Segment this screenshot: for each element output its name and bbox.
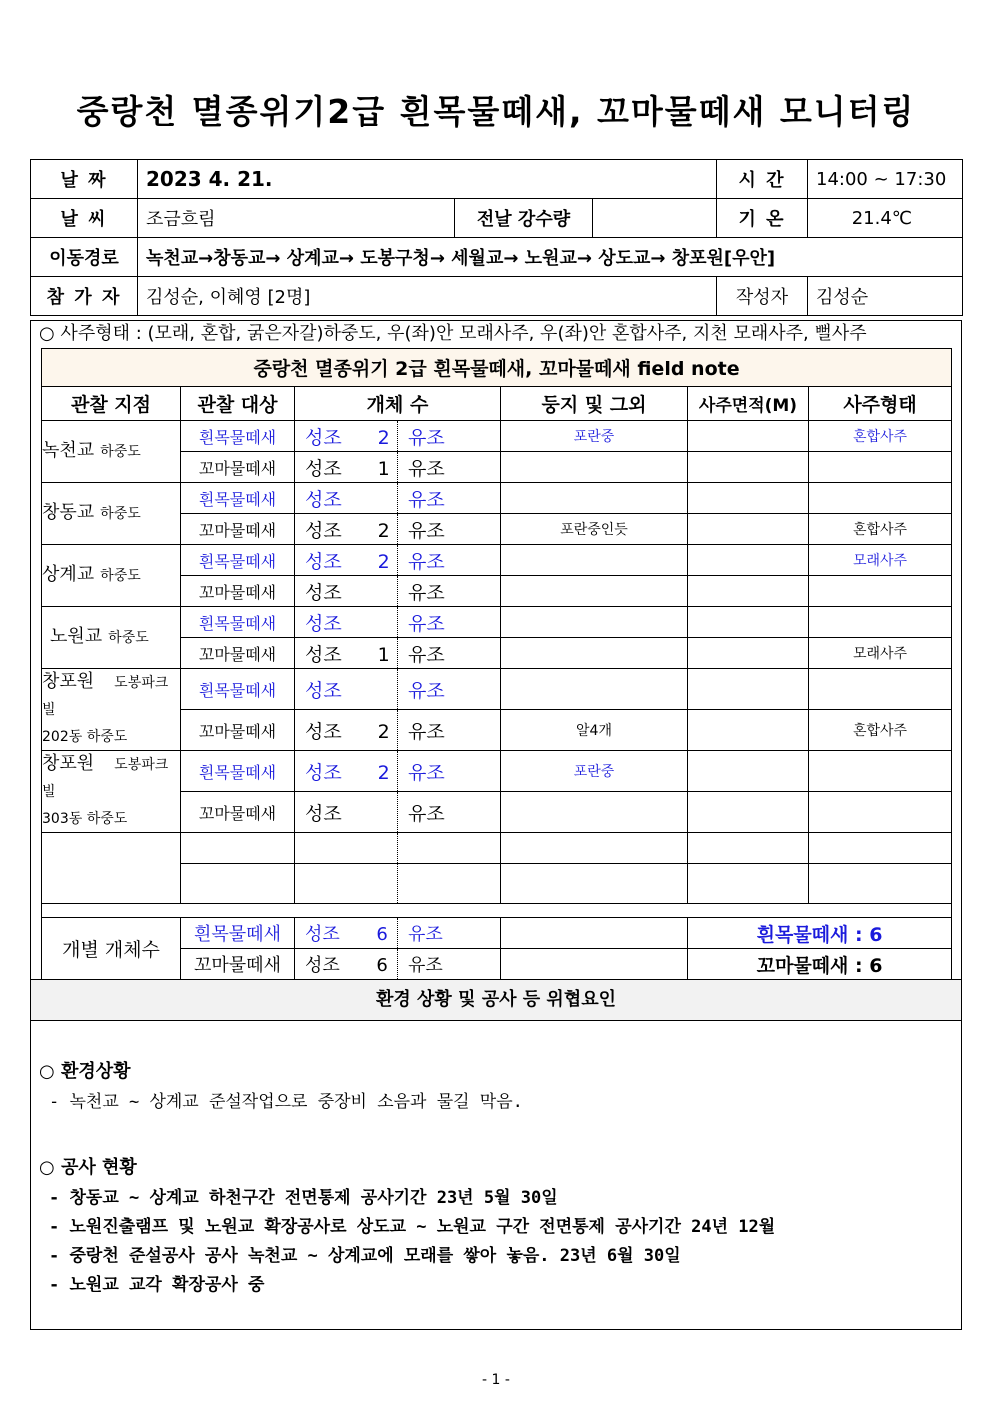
date-label: 날 짜 (31, 160, 138, 199)
species-cell: 흰목물떼새 (181, 669, 295, 710)
env-section-title: ○ 환경상황 (39, 1061, 131, 1082)
nest-note-cell (501, 576, 688, 607)
juvenile-cell: 유조 (398, 638, 501, 669)
species-cell: 꼬마물떼새 (181, 638, 295, 669)
adult-label: 성조 (305, 426, 342, 449)
area-cell (688, 514, 809, 545)
juvenile-cell: 유조 (398, 545, 501, 576)
sand-type-legend: ○ 사주형태 : (모래, 혼합, 굵은자갈)하중도, 우(좌)안 모래사주, 우(좌)안 혼합사주, 지천 모래사주, 뻘사주 (39, 323, 867, 344)
site-label: 녹천교 (42, 440, 95, 461)
col-nest: 둥지 및 그외 (501, 387, 688, 421)
field-note-section (30, 320, 962, 1330)
adult-label: 성조 (305, 761, 342, 784)
sand-type-cell: 혼합사주 (809, 710, 952, 751)
adult-count: 2 (377, 426, 390, 449)
rain-value (593, 199, 717, 238)
site-label: 창포원 (42, 671, 95, 692)
summary-little-plover: 꼬마물떼새 : 6 (688, 949, 952, 980)
site-label: 상계교 (42, 564, 95, 585)
adult-label: 성조 (305, 955, 340, 976)
total-species-2: 꼬마물떼새 (181, 949, 295, 980)
site-name (42, 669, 181, 751)
weather-label: 날 씨 (31, 199, 138, 238)
juvenile-label: 유조 (398, 949, 501, 980)
area-cell (688, 638, 809, 669)
area-cell (688, 607, 809, 638)
temp-label: 기 온 (717, 199, 808, 238)
sand-type-cell (809, 751, 952, 792)
species-cell: 흰목물떼새 (181, 607, 295, 638)
area-cell (688, 751, 809, 792)
nest-note-cell: 포란중 (501, 421, 688, 452)
table-row (42, 669, 952, 710)
col-site: 관찰 지점 (42, 387, 181, 421)
adult-count: 2 (377, 761, 390, 784)
total-adult-1: 6 (376, 924, 388, 945)
site-sub-label: 하중도 (100, 568, 141, 584)
sand-type-cell: 혼합사주 (809, 514, 952, 545)
site-name (42, 607, 181, 669)
area-cell (688, 669, 809, 710)
adult-label: 성조 (305, 488, 342, 511)
juvenile-cell: 유조 (398, 421, 501, 452)
area-cell (688, 576, 809, 607)
adult-label: 성조 (305, 643, 342, 666)
sand-type-cell: 모래사주 (809, 638, 952, 669)
adult-label: 성조 (305, 720, 342, 743)
adult-label: 성조 (305, 550, 342, 573)
site-sub-label: 하중도 (108, 630, 149, 646)
sand-type-cell: 모래사주 (809, 545, 952, 576)
species-cell: 꼬마물떼새 (181, 576, 295, 607)
table-row (42, 751, 952, 792)
nest-note-cell: 포란중인듯 (501, 514, 688, 545)
site-name (42, 545, 181, 607)
juvenile-label: 유조 (398, 918, 501, 949)
adult-count-cell (295, 607, 398, 638)
adult-count-cell (295, 483, 398, 514)
nest-note-cell: 포란중 (501, 751, 688, 792)
juvenile-cell: 유조 (398, 669, 501, 710)
juvenile-cell: 유조 (398, 751, 501, 792)
adult-count-cell (295, 545, 398, 576)
species-cell: 흰목물떼새 (181, 751, 295, 792)
juvenile-cell: 유조 (398, 792, 501, 833)
adult-count: 1 (377, 457, 390, 480)
page-title: 중랑천 멸종위기2급 흰목물떼새, 꼬마물떼새 모니터링 (76, 92, 916, 131)
nest-note-cell (501, 607, 688, 638)
field-note-table (41, 348, 952, 980)
site-label: 창포원 (42, 753, 95, 774)
nest-note-cell (501, 638, 688, 669)
sand-type-cell (809, 483, 952, 514)
adult-label: 성조 (305, 802, 342, 825)
env-header: 환경 상황 및 공사 등 위협요인 (31, 979, 961, 1021)
col-count: 개체 수 (295, 387, 501, 421)
adult-count-cell (295, 576, 398, 607)
participants-label: 참 가 자 (31, 277, 138, 316)
participants-value: 김성순, 이혜영 [2명] (138, 277, 717, 316)
construction-line: - 중랑천 준설공사 공사 녹천교 ~ 상계교에 모래를 쌓아 놓음. 23년 6월 30일 (49, 1246, 681, 1266)
adult-count: 2 (377, 550, 390, 573)
nest-note-cell (501, 669, 688, 710)
sand-type-cell: 혼합사주 (809, 421, 952, 452)
env-line: - 녹천교 ~ 상계교 준설작업으로 중장비 소음과 물길 막음. (49, 1092, 523, 1112)
totals-label: 개별 개체수 (42, 918, 181, 980)
area-cell (688, 710, 809, 751)
adult-label: 성조 (305, 581, 342, 604)
site-label: 창동교 (42, 502, 95, 523)
route-label: 이동경로 (31, 238, 138, 277)
species-cell: 꼬마물떼새 (181, 792, 295, 833)
species-cell: 흰목물떼새 (181, 545, 295, 576)
nest-note-cell (501, 483, 688, 514)
area-cell (688, 792, 809, 833)
adult-count-cell (295, 792, 398, 833)
time-label: 시 간 (717, 160, 808, 199)
adult-count-cell (295, 514, 398, 545)
juvenile-cell: 유조 (398, 514, 501, 545)
col-area: 사주면적(M) (688, 387, 809, 421)
table-row (42, 545, 952, 576)
juvenile-cell: 유조 (398, 576, 501, 607)
nest-note-cell: 알4개 (501, 710, 688, 751)
site-sub-label-2: 303동 하중도 (42, 811, 128, 827)
juvenile-cell: 유조 (398, 452, 501, 483)
table-row (42, 607, 952, 638)
sand-type-cell (809, 452, 952, 483)
table-row (42, 421, 952, 452)
site-name (42, 421, 181, 483)
total-species-1: 흰목물떼새 (181, 918, 295, 949)
site-sub-label: 도봉파크빌 (42, 757, 169, 800)
adult-label: 성조 (305, 457, 342, 480)
species-cell: 꼬마물떼새 (181, 452, 295, 483)
species-cell: 꼬마물떼새 (181, 514, 295, 545)
adult-label: 성조 (305, 519, 342, 542)
table-row (42, 483, 952, 514)
blank-cell (42, 833, 181, 904)
adult-count-cell (295, 638, 398, 669)
adult-count-cell (295, 669, 398, 710)
site-name (42, 483, 181, 545)
sand-type-cell (809, 792, 952, 833)
rain-label: 전날 강수량 (455, 199, 593, 238)
sand-type-cell (809, 607, 952, 638)
adult-count: 2 (377, 519, 390, 542)
area-cell (688, 452, 809, 483)
site-label: 노원교 (50, 626, 103, 647)
adult-label: 성조 (305, 924, 340, 945)
construction-section-title: ○ 공사 현황 (39, 1157, 137, 1178)
author-value: 김성순 (808, 277, 963, 316)
sand-type-cell (809, 576, 952, 607)
construction-line: - 창동교 ~ 상계교 하천구간 전면통제 공사기간 23년 5월 30일 (49, 1188, 558, 1208)
species-cell: 흰목물떼새 (181, 483, 295, 514)
adult-count: 1 (377, 643, 390, 666)
nest-note-cell (501, 792, 688, 833)
adult-count-cell (295, 751, 398, 792)
adult-count: 2 (377, 720, 390, 743)
col-type: 사주형태 (809, 387, 952, 421)
site-sub-label-2: 202동 하중도 (42, 729, 128, 745)
site-sub-label: 도봉파크빌 (42, 675, 169, 718)
nest-note-cell (501, 545, 688, 576)
area-cell (688, 545, 809, 576)
juvenile-cell: 유조 (398, 607, 501, 638)
time-value: 14:00 ~ 17:30 (808, 160, 963, 199)
temp-value: 21.4℃ (808, 199, 963, 238)
total-adult-2: 6 (376, 955, 388, 976)
adult-label: 성조 (305, 679, 342, 702)
site-name (42, 751, 181, 833)
juvenile-cell: 유조 (398, 483, 501, 514)
date-value: 2023 4. 21. (138, 160, 717, 199)
site-sub-label: 하중도 (100, 506, 141, 522)
adult-label: 성조 (305, 612, 342, 635)
nest-note-cell (501, 452, 688, 483)
weather-value: 조금흐림 (138, 199, 455, 238)
adult-count-cell (295, 421, 398, 452)
species-cell: 꼬마물떼새 (181, 710, 295, 751)
juvenile-cell: 유조 (398, 710, 501, 751)
construction-line: - 노원진출램프 및 노원교 확장공사로 상도교 ~ 노원교 구간 전면통제 공사기간 24년 12월 (49, 1217, 776, 1237)
page-number: - 1 - (482, 1372, 510, 1388)
col-species: 관찰 대상 (181, 387, 295, 421)
area-cell (688, 421, 809, 452)
area-cell (688, 483, 809, 514)
adult-count-cell (295, 452, 398, 483)
header-table (30, 159, 963, 316)
summary-white-plover: 흰목물떼새 : 6 (688, 918, 952, 949)
author-label: 작성자 (717, 277, 808, 316)
species-cell: 흰목물떼새 (181, 421, 295, 452)
adult-count-cell (295, 710, 398, 751)
route-value: 녹천교→창동교→ 상계교→ 도봉구청→ 세월교→ 노원교→ 상도교→ 창포원[우안] (138, 238, 963, 277)
construction-line: - 노원교 교각 확장공사 중 (49, 1275, 265, 1295)
sand-type-cell (809, 669, 952, 710)
site-sub-label: 하중도 (100, 444, 141, 460)
field-note-title: 중랑천 멸종위기 2급 흰목물떼새, 꼬마물떼새 field note (42, 349, 952, 387)
